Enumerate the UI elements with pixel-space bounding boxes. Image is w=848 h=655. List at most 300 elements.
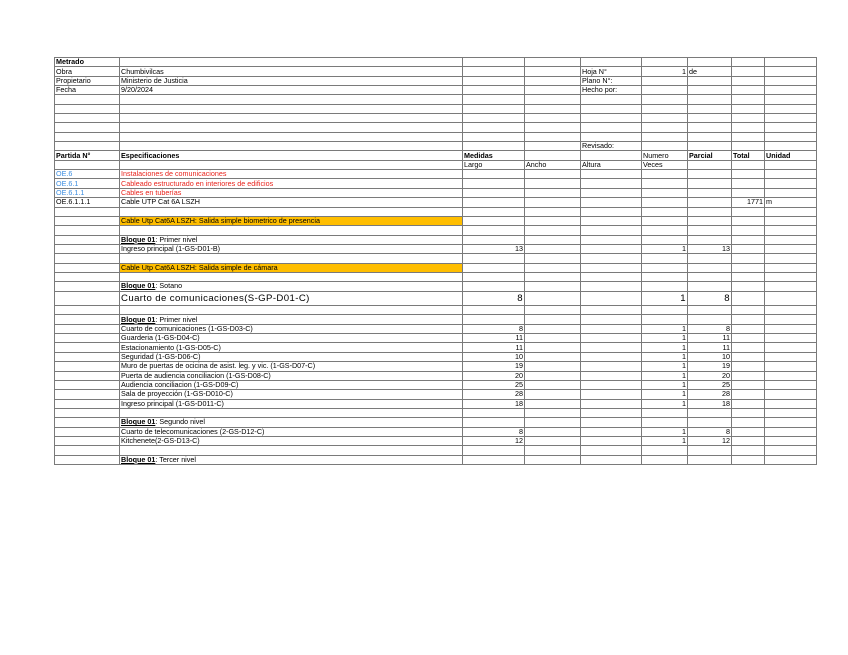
empty-cell xyxy=(525,123,581,132)
empty-cell xyxy=(581,427,642,436)
empty-cell xyxy=(581,315,642,324)
col-especificaciones: Especificaciones xyxy=(120,151,463,160)
obra-value: Chumbivilcas xyxy=(120,67,463,76)
empty-cell xyxy=(525,291,581,306)
empty-cell xyxy=(581,390,642,399)
empty-cell xyxy=(55,123,120,132)
empty-cell xyxy=(120,142,463,151)
item-veces: 1 xyxy=(642,244,688,253)
empty-cell xyxy=(581,446,642,455)
empty-cell xyxy=(688,76,732,85)
empty-cell xyxy=(765,418,817,427)
empty-cell xyxy=(765,390,817,399)
partida-desc: Cables en tuberías xyxy=(120,188,463,197)
empty-cell xyxy=(732,58,765,67)
empty-cell xyxy=(581,306,642,315)
empty-cell xyxy=(55,282,120,291)
blank-row xyxy=(55,123,817,132)
empty-cell xyxy=(525,151,581,160)
item-largo: 13 xyxy=(463,244,525,253)
empty-cell xyxy=(732,244,765,253)
empty-cell xyxy=(55,436,120,445)
table-row xyxy=(55,170,817,179)
empty-cell xyxy=(525,455,581,464)
blank-row xyxy=(55,306,817,315)
empty-cell xyxy=(732,390,765,399)
empty-cell xyxy=(525,352,581,361)
empty-cell xyxy=(688,254,732,263)
item-parcial: 20 xyxy=(688,371,732,380)
item-row xyxy=(55,352,817,361)
empty-cell xyxy=(463,123,525,132)
empty-cell xyxy=(732,306,765,315)
empty-cell xyxy=(55,272,120,281)
table-row xyxy=(55,216,817,225)
table-row xyxy=(55,179,817,188)
bloque-header xyxy=(120,455,463,464)
empty-cell xyxy=(525,244,581,253)
empty-cell xyxy=(642,86,688,95)
empty-cell xyxy=(525,207,581,216)
empty-cell xyxy=(463,272,525,281)
empty-cell xyxy=(765,324,817,333)
empty-cell xyxy=(525,282,581,291)
empty-cell xyxy=(55,390,120,399)
empty-cell xyxy=(463,132,525,141)
empty-cell xyxy=(732,315,765,324)
empty-cell xyxy=(688,123,732,132)
col-largo: Largo xyxy=(463,160,525,169)
empty-cell xyxy=(525,254,581,263)
item-largo: 11 xyxy=(463,334,525,343)
empty-cell xyxy=(581,244,642,253)
empty-cell xyxy=(732,408,765,417)
table-row xyxy=(55,142,817,151)
empty-cell xyxy=(765,263,817,272)
table-row xyxy=(55,235,817,244)
item-name: Cuarto de comunicaciones (1-GS-D03-C) xyxy=(120,324,463,333)
table-row xyxy=(55,151,817,160)
empty-cell xyxy=(581,104,642,113)
nivel-label: : Primer nivel xyxy=(155,314,198,324)
empty-cell xyxy=(525,306,581,315)
empty-cell xyxy=(463,76,525,85)
item-parcial: 13 xyxy=(688,244,732,253)
empty-cell xyxy=(55,95,120,104)
empty-cell xyxy=(120,58,463,67)
empty-cell xyxy=(732,86,765,95)
item-veces: 1 xyxy=(642,427,688,436)
empty-cell xyxy=(732,371,765,380)
empty-cell xyxy=(581,343,642,352)
blank-row xyxy=(55,446,817,455)
empty-cell xyxy=(765,160,817,169)
empty-cell xyxy=(688,207,732,216)
empty-cell xyxy=(732,362,765,371)
item-row xyxy=(55,399,817,408)
empty-cell xyxy=(688,132,732,141)
empty-cell xyxy=(732,216,765,225)
empty-cell xyxy=(463,408,525,417)
empty-cell xyxy=(688,95,732,104)
item-parcial: 25 xyxy=(688,380,732,389)
empty-cell xyxy=(55,418,120,427)
item-parcial: 8 xyxy=(688,291,732,306)
empty-cell xyxy=(765,334,817,343)
blank-row xyxy=(55,132,817,141)
empty-cell xyxy=(55,352,120,361)
partida-code: OE.6 xyxy=(55,170,120,179)
col-ancho: Ancho xyxy=(525,160,581,169)
empty-cell xyxy=(55,104,120,113)
empty-cell xyxy=(642,76,688,85)
empty-cell xyxy=(463,235,525,244)
empty-cell xyxy=(642,455,688,464)
item-name: Puerta de audiencia conciliacion (1-GS-D08-C) xyxy=(120,371,463,380)
empty-cell xyxy=(463,142,525,151)
item-parcial: 8 xyxy=(688,324,732,333)
table-row xyxy=(55,455,817,464)
empty-cell xyxy=(732,334,765,343)
empty-cell xyxy=(732,324,765,333)
partida-code: OE.6.1.1 xyxy=(55,188,120,197)
item-largo: 10 xyxy=(463,352,525,361)
empty-cell xyxy=(765,244,817,253)
item-largo: 18 xyxy=(463,399,525,408)
empty-cell xyxy=(55,207,120,216)
col-partida: Partida N° xyxy=(55,151,120,160)
empty-cell xyxy=(120,306,463,315)
item-name: Audiencia conciliacion (1-GS-D09-C) xyxy=(120,380,463,389)
empty-cell xyxy=(765,67,817,76)
blank-row xyxy=(55,254,817,263)
col-altura: Altura xyxy=(581,160,642,169)
nivel-label: : Segundo nivel xyxy=(155,417,205,427)
empty-cell xyxy=(732,95,765,104)
empty-cell xyxy=(765,207,817,216)
empty-cell xyxy=(463,418,525,427)
empty-cell xyxy=(525,179,581,188)
empty-cell xyxy=(732,418,765,427)
empty-cell xyxy=(525,324,581,333)
empty-cell xyxy=(732,188,765,197)
empty-cell xyxy=(688,272,732,281)
empty-cell xyxy=(688,263,732,272)
empty-cell xyxy=(55,343,120,352)
empty-cell xyxy=(55,455,120,464)
empty-cell xyxy=(55,142,120,151)
empty-cell xyxy=(525,315,581,324)
empty-cell xyxy=(525,380,581,389)
empty-cell xyxy=(642,170,688,179)
empty-cell xyxy=(525,132,581,141)
empty-cell xyxy=(765,380,817,389)
empty-cell xyxy=(765,343,817,352)
empty-cell xyxy=(581,95,642,104)
empty-cell xyxy=(525,95,581,104)
partida-unidad: m xyxy=(765,198,817,207)
empty-cell xyxy=(732,235,765,244)
table-row xyxy=(55,58,817,67)
empty-cell xyxy=(688,226,732,235)
col-unidad: Unidad xyxy=(765,151,817,160)
empty-cell xyxy=(732,282,765,291)
table-row xyxy=(55,160,817,169)
item-largo: 25 xyxy=(463,380,525,389)
empty-cell xyxy=(120,207,463,216)
empty-cell xyxy=(463,282,525,291)
empty-cell xyxy=(581,282,642,291)
item-row xyxy=(55,436,817,445)
item-largo: 12 xyxy=(463,436,525,445)
partida-desc: Cable UTP Cat 6A LSZH xyxy=(120,198,463,207)
blank-row xyxy=(55,114,817,123)
bloque-label: Bloque 01 xyxy=(121,235,156,244)
blank-row xyxy=(55,207,817,216)
de-label: de xyxy=(688,67,732,76)
section-title-camara: Cable Utp Cat6A LSZH: Salida simple de cámara xyxy=(120,263,463,272)
empty-cell xyxy=(642,315,688,324)
empty-cell xyxy=(732,132,765,141)
col-parcial: Parcial xyxy=(688,151,732,160)
empty-cell xyxy=(55,291,120,306)
item-name: Guarderia (1-GS-D04-C) xyxy=(120,334,463,343)
item-name: Cuarto de comunicaciones(S-GP-D01-C) xyxy=(120,291,463,306)
table-row xyxy=(55,263,817,272)
empty-cell xyxy=(765,58,817,67)
empty-cell xyxy=(732,207,765,216)
empty-cell xyxy=(463,67,525,76)
empty-cell xyxy=(55,371,120,380)
section-title-biometrico: Cable Utp Cat6A LSZH: Salida simple biometrico de presencia xyxy=(120,216,463,225)
empty-cell xyxy=(732,142,765,151)
item-row xyxy=(55,380,817,389)
empty-cell xyxy=(581,362,642,371)
empty-cell xyxy=(765,123,817,132)
empty-cell xyxy=(642,123,688,132)
empty-cell xyxy=(688,142,732,151)
item-row xyxy=(55,362,817,371)
empty-cell xyxy=(765,272,817,281)
empty-cell xyxy=(642,198,688,207)
empty-cell xyxy=(765,188,817,197)
empty-cell xyxy=(463,315,525,324)
item-veces: 1 xyxy=(642,352,688,361)
plano-label: Plano N°: xyxy=(581,76,642,85)
empty-cell xyxy=(688,282,732,291)
bloque-label: Bloque 01 xyxy=(121,281,156,291)
empty-cell xyxy=(55,427,120,436)
hoja-label: Hoja N° xyxy=(581,67,642,76)
empty-cell xyxy=(642,306,688,315)
empty-cell xyxy=(732,352,765,361)
empty-cell xyxy=(581,455,642,464)
empty-cell xyxy=(120,104,463,113)
empty-cell xyxy=(688,455,732,464)
fecha-label: Fecha xyxy=(55,86,120,95)
item-largo: 8 xyxy=(463,291,525,306)
empty-cell xyxy=(55,226,120,235)
item-row xyxy=(55,371,817,380)
partida-code: OE.6.1 xyxy=(55,179,120,188)
empty-cell xyxy=(688,104,732,113)
col-veces: Veces xyxy=(642,160,688,169)
nivel-label: : Primer nivel xyxy=(155,235,198,244)
empty-cell xyxy=(581,179,642,188)
empty-cell xyxy=(688,198,732,207)
bloque-header xyxy=(120,315,463,324)
empty-cell xyxy=(581,207,642,216)
empty-cell xyxy=(581,291,642,306)
nivel-label: : Sotano xyxy=(155,281,183,291)
blank-row xyxy=(55,95,817,104)
empty-cell xyxy=(581,58,642,67)
empty-cell xyxy=(463,306,525,315)
empty-cell xyxy=(688,86,732,95)
empty-cell xyxy=(55,254,120,263)
nivel-label: : Tercer nivel xyxy=(155,455,196,464)
empty-cell xyxy=(525,446,581,455)
item-veces: 1 xyxy=(642,436,688,445)
empty-cell xyxy=(732,170,765,179)
empty-cell xyxy=(732,399,765,408)
empty-cell xyxy=(642,188,688,197)
empty-cell xyxy=(525,427,581,436)
item-row xyxy=(55,324,817,333)
empty-cell xyxy=(642,179,688,188)
hoja-value: 1 xyxy=(642,67,688,76)
empty-cell xyxy=(642,58,688,67)
table-row xyxy=(55,315,817,324)
item-largo: 11 xyxy=(463,343,525,352)
empty-cell xyxy=(55,408,120,417)
item-name: Ingreso principal (1-GS-D01-B) xyxy=(120,244,463,253)
empty-cell xyxy=(463,58,525,67)
empty-cell xyxy=(55,244,120,253)
item-row xyxy=(55,244,817,253)
empty-cell xyxy=(732,446,765,455)
empty-cell xyxy=(463,170,525,179)
empty-cell xyxy=(688,235,732,244)
empty-cell xyxy=(688,408,732,417)
empty-cell xyxy=(765,408,817,417)
item-parcial: 8 xyxy=(688,427,732,436)
empty-cell xyxy=(463,188,525,197)
empty-cell xyxy=(581,226,642,235)
empty-cell xyxy=(732,436,765,445)
empty-cell xyxy=(732,123,765,132)
empty-cell xyxy=(120,160,463,169)
blank-row xyxy=(55,408,817,417)
empty-cell xyxy=(525,272,581,281)
empty-cell xyxy=(581,334,642,343)
item-veces: 1 xyxy=(642,324,688,333)
sheet-body xyxy=(55,58,817,465)
empty-cell xyxy=(55,306,120,315)
empty-cell xyxy=(120,408,463,417)
item-veces: 1 xyxy=(642,291,688,306)
empty-cell xyxy=(581,408,642,417)
empty-cell xyxy=(525,418,581,427)
empty-cell xyxy=(765,216,817,225)
empty-cell xyxy=(525,114,581,123)
empty-cell xyxy=(525,216,581,225)
item-parcial: 11 xyxy=(688,334,732,343)
empty-cell xyxy=(642,235,688,244)
empty-cell xyxy=(688,216,732,225)
empty-cell xyxy=(732,380,765,389)
empty-cell xyxy=(765,170,817,179)
empty-cell xyxy=(688,188,732,197)
empty-cell xyxy=(581,399,642,408)
empty-cell xyxy=(581,170,642,179)
empty-cell xyxy=(55,380,120,389)
item-veces: 1 xyxy=(642,334,688,343)
partida-desc: Instalaciones de comunicaciones xyxy=(120,170,463,179)
empty-cell xyxy=(688,179,732,188)
table-row xyxy=(55,86,817,95)
empty-cell xyxy=(581,114,642,123)
empty-cell xyxy=(525,343,581,352)
empty-cell xyxy=(732,455,765,464)
empty-cell xyxy=(525,408,581,417)
empty-cell xyxy=(642,132,688,141)
empty-cell xyxy=(120,114,463,123)
empty-cell xyxy=(525,188,581,197)
empty-cell xyxy=(765,235,817,244)
empty-cell xyxy=(120,132,463,141)
empty-cell xyxy=(581,380,642,389)
empty-cell xyxy=(463,114,525,123)
empty-cell xyxy=(688,315,732,324)
item-veces: 1 xyxy=(642,380,688,389)
empty-cell xyxy=(765,446,817,455)
empty-cell xyxy=(463,179,525,188)
empty-cell xyxy=(732,343,765,352)
empty-cell xyxy=(642,418,688,427)
empty-cell xyxy=(581,198,642,207)
bloque-header xyxy=(120,282,463,291)
empty-cell xyxy=(525,263,581,272)
empty-cell xyxy=(765,352,817,361)
partida-total: 1771 xyxy=(732,198,765,207)
empty-cell xyxy=(765,132,817,141)
empty-cell xyxy=(642,104,688,113)
table-row xyxy=(55,282,817,291)
propietario-value: Ministerio de Justicia xyxy=(120,76,463,85)
empty-cell xyxy=(463,216,525,225)
empty-cell xyxy=(732,76,765,85)
empty-cell xyxy=(688,418,732,427)
empty-cell xyxy=(732,160,765,169)
empty-cell xyxy=(581,151,642,160)
empty-cell xyxy=(765,455,817,464)
empty-cell xyxy=(55,315,120,324)
empty-cell xyxy=(765,142,817,151)
item-parcial: 28 xyxy=(688,390,732,399)
revisado-label: Revisado: xyxy=(581,142,642,151)
empty-cell xyxy=(525,235,581,244)
item-veces: 1 xyxy=(642,390,688,399)
item-veces: 1 xyxy=(642,399,688,408)
item-name: Estacionamiento (1-GS-D05-C) xyxy=(120,343,463,352)
empty-cell xyxy=(120,95,463,104)
empty-cell xyxy=(525,362,581,371)
item-veces: 1 xyxy=(642,343,688,352)
item-name: Seguridad (1-GS-D06-C) xyxy=(120,352,463,361)
empty-cell xyxy=(525,67,581,76)
empty-cell xyxy=(55,399,120,408)
